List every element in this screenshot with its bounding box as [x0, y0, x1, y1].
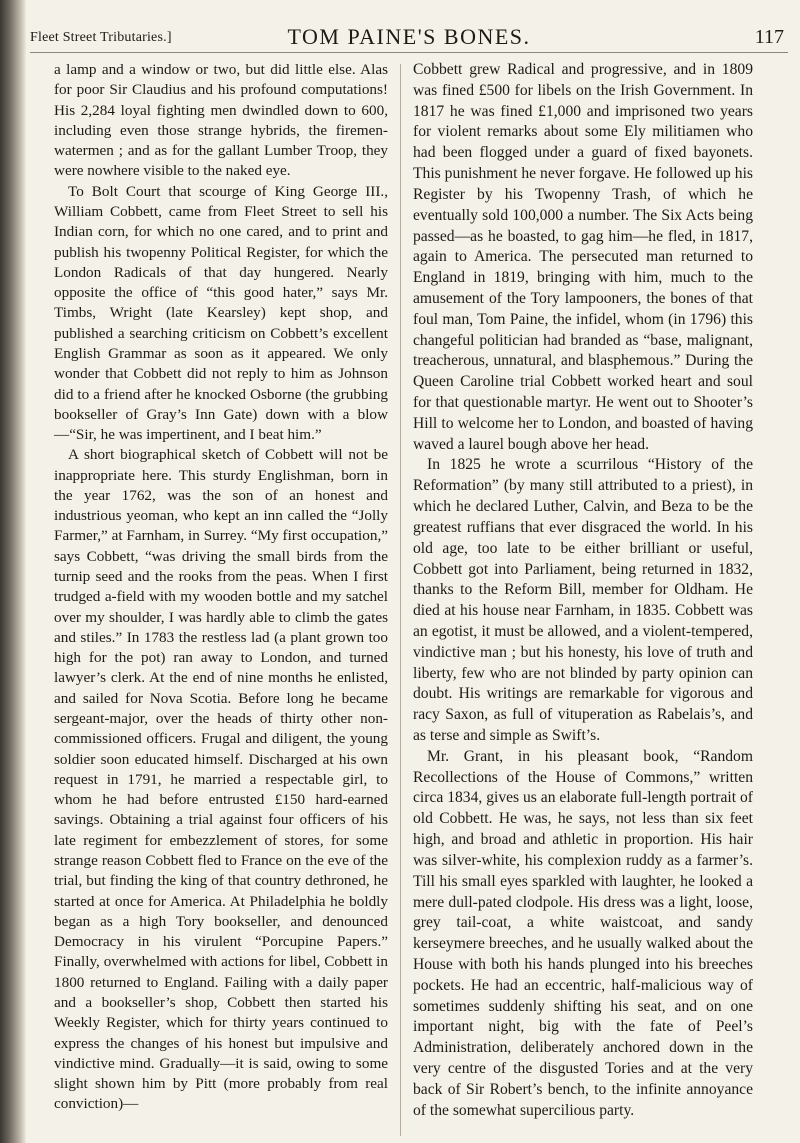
paragraph: Cobbett grew Radical and progressive, and in 1809 was fined £500 for libels on the Irish Government. In 1817 he was fined £1,000 and imprisoned two years for violent remarks about some Ely militiamen who had been flogged under a guard of fixed bayonets. This punishment he never forgave. He followed up his Register by his Twopenny Trash, of which he eventually sold 100,000 a number. The Six Acts being passed—as he boasted, to gag him—he fled, in 1817, again to America. The persecuted man returned to England in 1819, bringing with him, much to the amusement of the Tory lampooners, the bones of that foul man, Tom Paine, the infidel, whom (in 1796) this changeful politician had branded as “base, malignant, treacherous, unnatural, and blasphemous.” During the Queen Caroline trial Cobbett worked heart and soul for that questionable martyr. He went out to Shooter’s Hill to welcome her to London, and boasted of having waved a laurel bough above her head.: [413, 61, 753, 453]
header-section-title: Fleet Street Tributaries.]: [30, 30, 172, 45]
paragraph: In 1825 he wrote a scurrilous “History of the Reformation” (by many still attributed to a priest), in which he declared Luther, Calvin, and Beza to be the greatest ruffians that ever disgraced the world. In his old age, too late to be either brilliant or useful, Cobbett got into Parliament, being returned in 1832, thanks to the Reform Bill, member for Oldham. He died at his house near Farnham, in 1835. Cobbett was an egotist, it must be allowed, and a violent-tempered, vindictive man ; but his honesty, his love of truth and liberty, few who are not blinded by party opinion can doubt. His writings are remarkable for vigorous and racy Saxon, as full of vituperation as Rabelais’s, and as terse and simple as Swift’s.: [413, 456, 753, 744]
column-divider: [400, 64, 401, 1136]
paragraph: Mr. Grant, in his pleasant book, “Random Recollections of the House of Commons,” written circa 1834, gives us an elaborate full-length portrait of old Cobbett. He was, he says, not less than six feet high, and broad and athletic in proportion. His hair was silver-white, his complexion ruddy as a farmer’s. Till his small eyes sparkled with laughter, he looked a mere dull-pated clodpole. His dress was a light, loose, grey tail-coat, a white waistcoat, and sandy kerseymere breeches, and he usually walked about the House with both his hands plunged into his breeches pockets. He had an eccentric, half-malicious way of sometimes suddenly shifting his seat, and on one important night, big with the fate of Peel’s Administration, deliberately anchored down in the very centre of the disgusted Tories and at the very back of Sir Robert’s bench, to the infinite annoyance of the somewhat supercilious party.: [413, 747, 753, 1119]
running-header: [30, 24, 788, 53]
left-column: [54, 60, 388, 1115]
paragraph: To Bolt Court that scourge of King George III., William Cobbett, came from Fleet Street to sell his Indian corn, for which no one cared, and to print and publish his twopenny Political Register, for which the London Radicals of that day hungered. Nearly opposite the office of “this good hater,” says Mr. Timbs, Wright (late Kearsley) kept shop, and published a searching criticism on Cobbett’s excellent English Grammar as soon as it appeared. We only wonder that Cobbett did not reply to him as Johnson did to a friend after he knocked Osborne (the grubbing bookseller of Gray’s Inn Gate) down with a blow—“Sir, he was impertinent, and I beat him.”: [54, 182, 388, 444]
book-spine-edge: [0, 0, 26, 1143]
paragraph: a lamp and a window or two, but did little else. Alas for poor Sir Claudius and his profound computations! His 2,284 loyal fighting men dwindled down to 600, including even those strange hybrids, the firemen-watermen ; and as for the gallant Lumber Troop, they were nowhere visible to the naked eye.: [54, 61, 388, 180]
paragraph: A short biographical sketch of Cobbett will not be inappropriate here. This sturdy Englishman, born in the year 1762, was the son of an honest and industrious yeoman, who kept an inn called the “Jolly Farmer,” at Farnham, in Surrey. “My first occupation,” says Cobbett, “was driving the small birds from the turnip seed and the rooks from the peas. When I first trudged a-field with my wooden bottle and my satchel over my shoulder, I was hardly able to climb the gates and stiles.” In 1783 the restless lad (a plant grown too high for the pot) ran away to London, and turned lawyer’s clerk. At the end of nine months he enlisted, and sailed for Nova Scotia. Before long he became sergeant-major, over the heads of thirty other non-commissioned officers. Frugal and diligent, the young soldier soon educated himself. Discharged at his own request in 1791, he married a respectable girl, to whom he had before entrusted £150 hard-earned savings. Obtaining a trial against four officers of his late regiment for embezzlement of stores, for some strange reason Cobbett fled to France on the eve of the trial, but finding the king of that country dethroned, he started at once for America. At Philadelphia he boldly began as a high Tory bookseller, and denounced Democracy in his virulent “Porcupine Papers.” Finally, overwhelmed with actions for libel, Cobbett in 1800 returned to England. Failing with a daily paper and a bookseller’s shop, Cobbett then started his Weekly Register, which for thirty years continued to express the changes of his honest but impulsive and vindictive mind. Gradually—it is said, owing to some slight shown him by Pitt (more probably from real conviction)—: [54, 446, 388, 1113]
page-title: TOM PAINE'S BONES.: [287, 24, 531, 49]
right-column: [413, 60, 753, 1121]
page-number: 117: [754, 26, 784, 48]
